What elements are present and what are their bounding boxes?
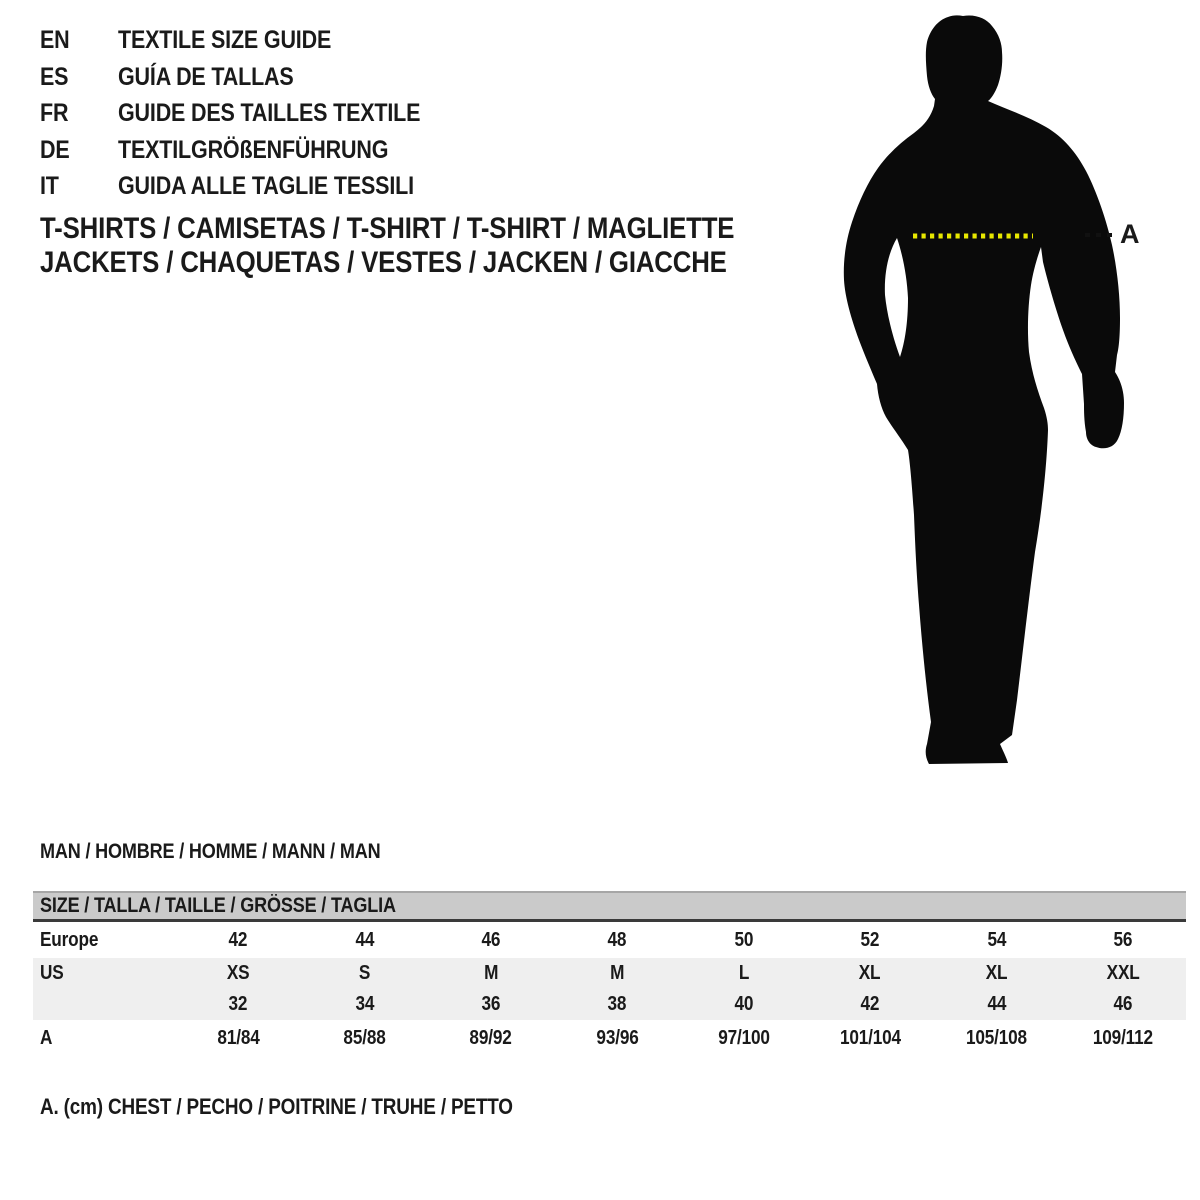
table-row-chest-a [33,1020,1186,1056]
size-cell: 44 [987,993,1006,1015]
category-list [40,212,847,280]
size-cell: S [358,962,371,984]
man-silhouette [844,15,1124,764]
size-cell: 34 [355,993,374,1015]
table-row-numeric [33,989,1186,1020]
row-label: A [40,1026,53,1049]
table-row-us [33,958,1186,989]
size-cell: L [738,962,749,984]
language-row [40,22,470,59]
size-cell: 85/88 [343,1026,386,1049]
language-code: EN [40,26,70,54]
size-figure [820,0,1200,800]
language-title: GUIDA ALLE TAGLIE TESSILI [118,172,414,200]
language-legend [40,22,470,205]
size-cell: 93/96 [596,1026,639,1049]
size-cell: 32 [228,993,248,1015]
footnote: A. (cm) CHEST / PECHO / POITRINE / TRUHE / PETTO [40,1094,513,1119]
size-cell: M [483,962,499,984]
language-row [40,168,470,205]
size-cell: 46 [481,928,501,951]
size-cell: 50 [734,928,754,951]
table-header-bar [33,891,1186,922]
table-row-europe [33,922,1186,958]
language-title: TEXTILGRÖßENFÜHRUNG [118,135,389,164]
language-row [40,95,470,132]
size-cell: 38 [607,993,627,1015]
size-cell: 105/108 [965,1026,1027,1049]
size-cell: XL [985,962,1008,984]
size-cell: XXL [1106,962,1140,984]
language-row [40,132,470,169]
table-header-label: SIZE / TALLA / TAILLE / GRÖSSE / TAGLIA [40,894,396,917]
size-cell: 42 [228,928,248,951]
size-cell: 89/92 [469,1026,513,1049]
size-cell: 46 [1113,993,1133,1015]
row-label: US [40,962,64,984]
size-cell: 36 [481,993,501,1015]
language-code: FR [40,99,69,127]
size-cell: XS [226,962,250,984]
size-cell: M [610,962,625,984]
size-cell: 101/104 [839,1026,901,1049]
language-code: DE [40,135,70,164]
man-silhouette-svg [820,0,1200,800]
size-cell: 56 [1113,928,1133,951]
language-title: GUÍA DE TALLAS [118,62,294,91]
size-cell: 48 [607,928,627,951]
row-label: Europe [40,928,99,951]
size-cell: 97/100 [717,1026,770,1049]
size-cell: XL [859,962,881,984]
size-cell: 81/84 [217,1026,260,1049]
size-cell: 52 [860,928,880,951]
language-row [40,59,470,96]
language-title: GUIDE DES TAILLES TEXTILE [118,99,421,127]
language-code: ES [40,62,69,91]
size-cell: 54 [987,928,1006,951]
category-line-jackets: JACKETS / CHAQUETAS / VESTES / JACKEN / GIACCHE [40,246,727,279]
category-line-tshirts: T-SHIRTS / CAMISETAS / T-SHIRT / T-SHIRT / MAGLIETTE [40,212,735,245]
size-cell: 44 [355,928,374,951]
size-cell: 42 [860,993,880,1015]
size-cell: 40 [734,993,754,1015]
language-title: TEXTILE SIZE GUIDE [118,26,332,54]
measure-label-a: A [1120,219,1140,249]
size-table [33,891,1186,1056]
section-title: MAN / HOMBRE / HOMME / MANN / MAN [40,840,381,863]
language-code: IT [40,172,59,200]
size-cell: 109/112 [1092,1026,1153,1049]
